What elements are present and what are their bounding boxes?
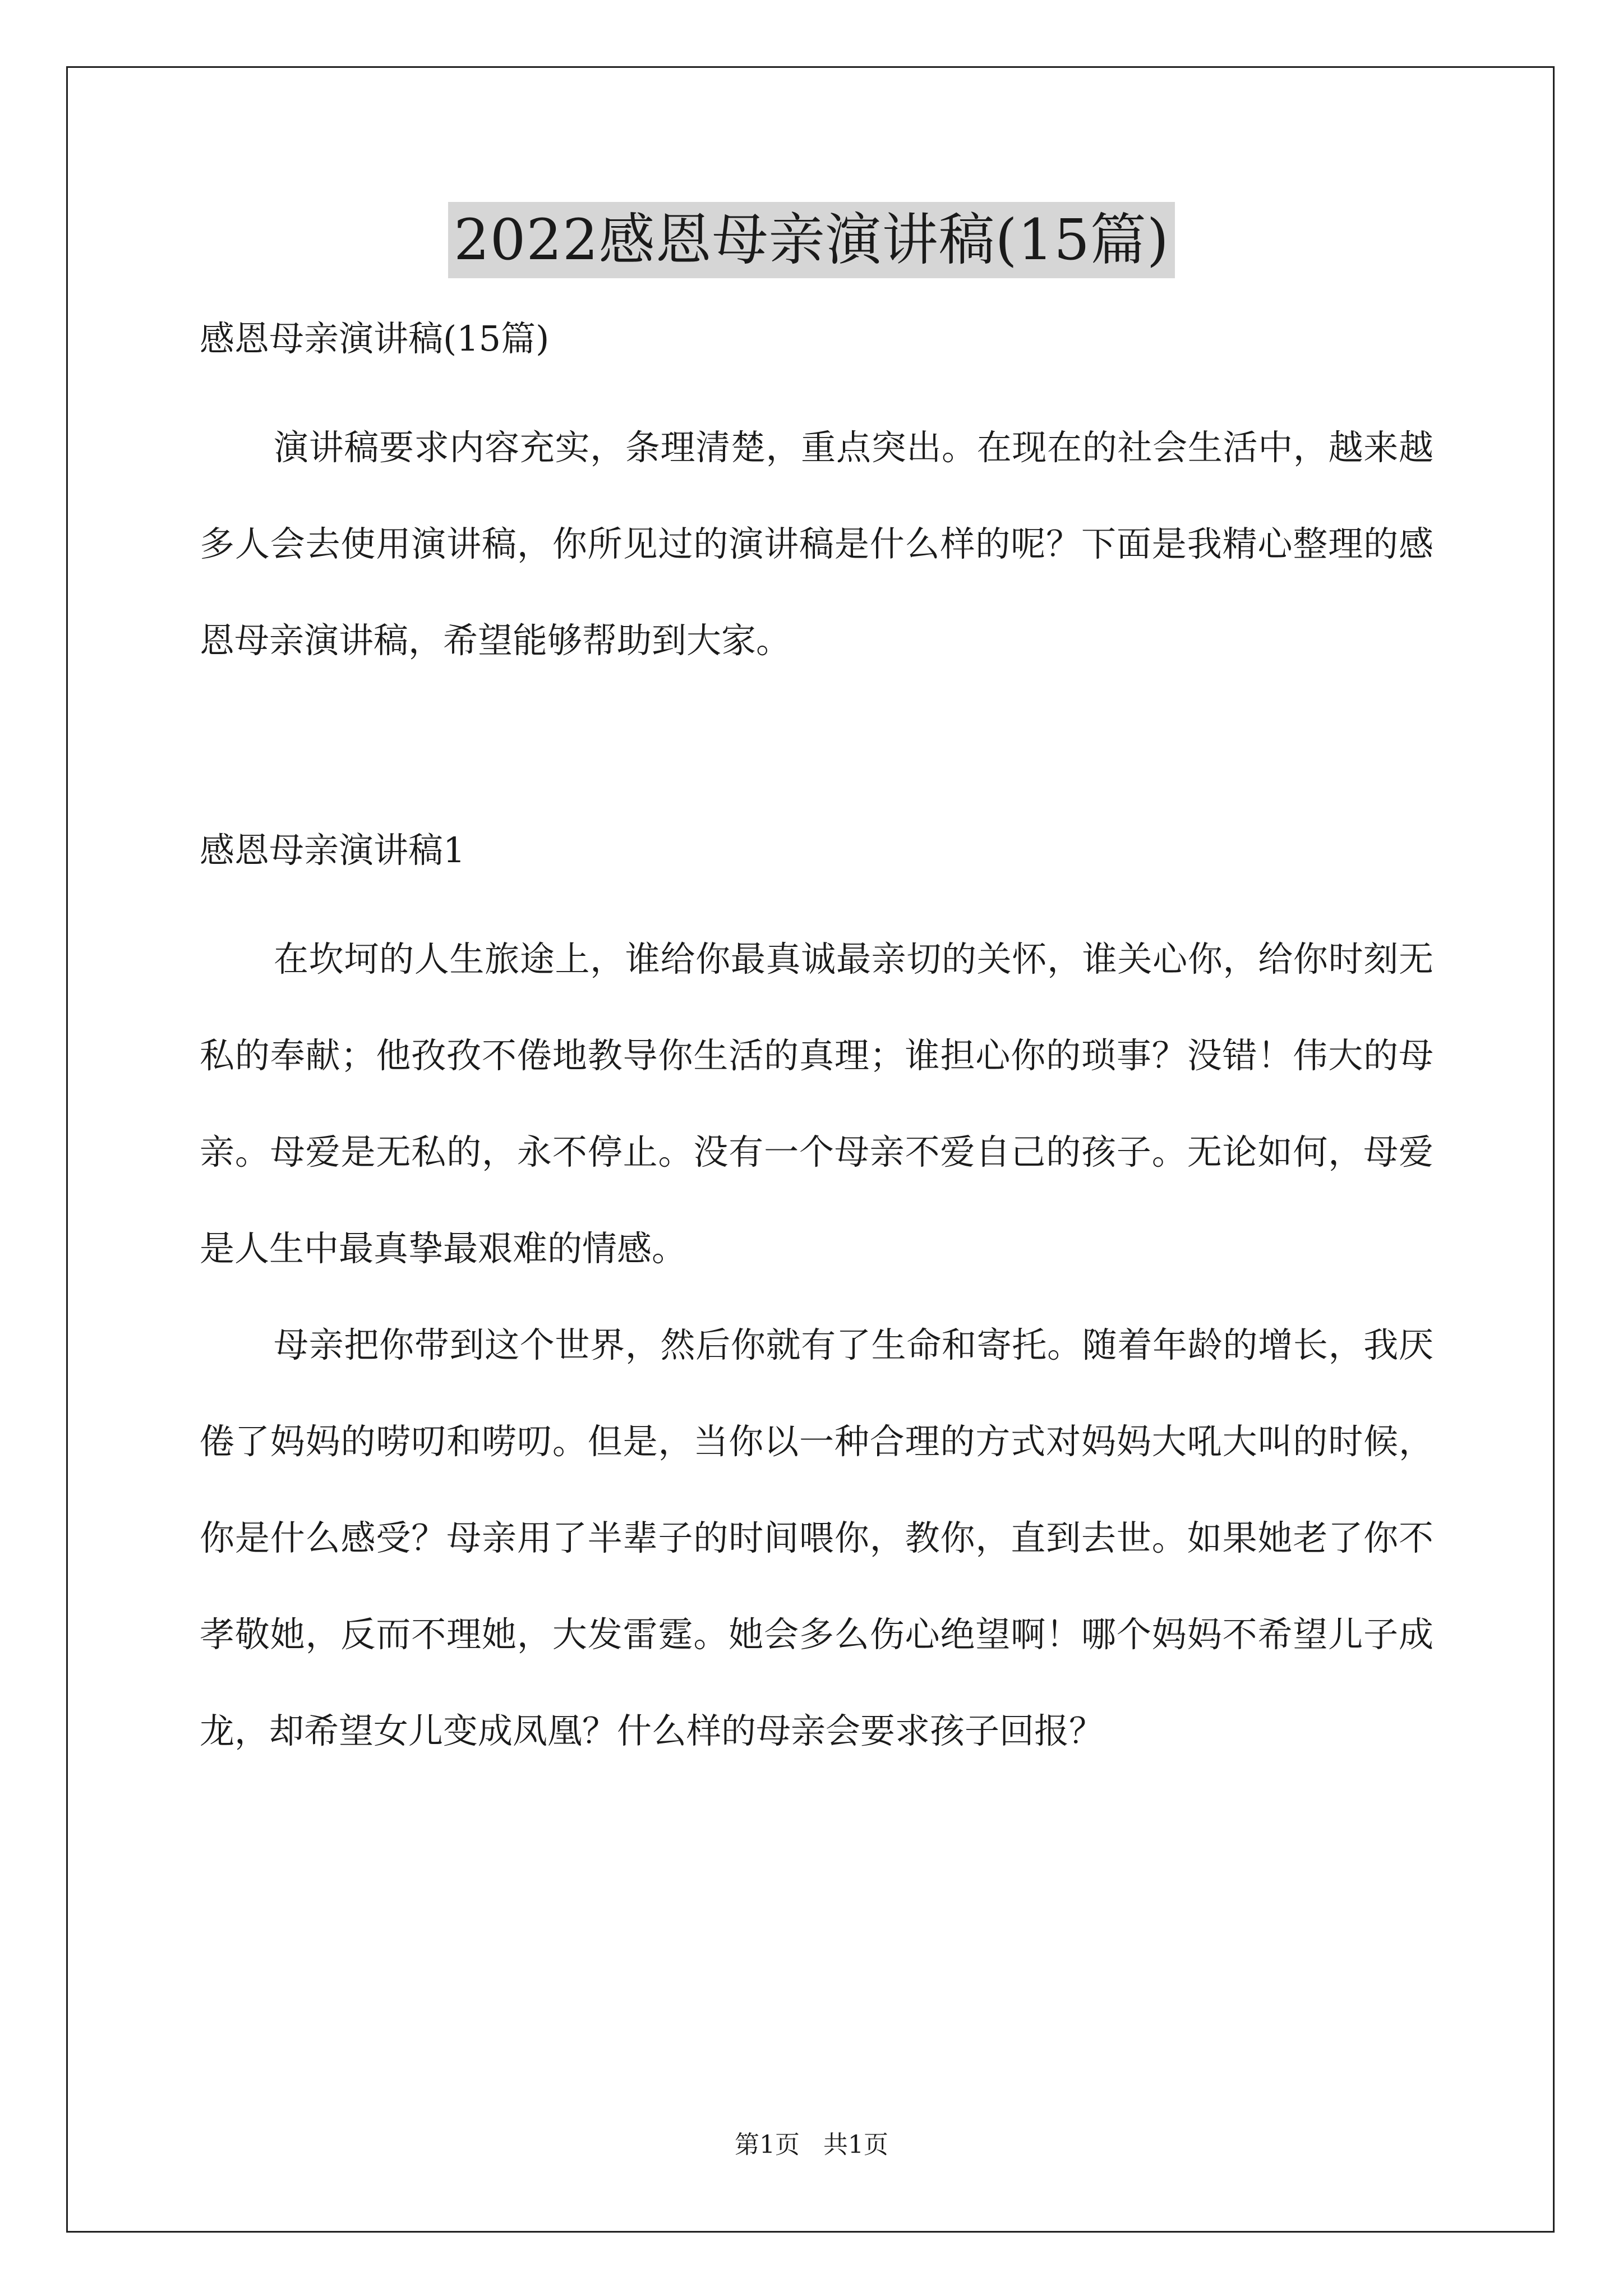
section-heading: 感恩母亲演讲稿1 [200, 830, 465, 871]
document-subtitle: 感恩母亲演讲稿(15篇) [200, 318, 550, 359]
title-container [0, 202, 1623, 278]
section-paragraph-2: 母亲把你带到这个世界，然后你就有了生命和寄托。随着年龄的增长，我厌倦了妈妈的唠叨和唠叨。但是，当你以一种合理的方式对妈妈大吼大叫的时候，你是什么感受？母亲用了半辈子的时间喂你，教你，直到去世。如果她老了你不孝敬她，反而不理她，大发雷霆。她会多么伤心绝望啊！哪个妈妈不希望儿子成龙，却希望女儿变成凤凰？什么样的母亲会要求孩子回报？ [200, 1324, 1433, 1751]
intro-paragraph: 演讲稿要求内容充实，条理清楚，重点突出。在现在的社会生活中，越来越多人会去使用演讲稿，你所见过的演讲稿是什么样的呢？下面是我精心整理的感恩母亲演讲稿，希望能够帮助到大家。 [200, 427, 1433, 661]
document-title: 2022感恩母亲演讲稿(15篇) [448, 202, 1175, 278]
document-body [200, 312, 1433, 1779]
page-footer: 第1页 共1页 [735, 2131, 888, 2159]
section-paragraph-1: 在坎坷的人生旅途上，谁给你最真诚最亲切的关怀，谁关心你，给你时刻无私的奉献；他孜孜不倦地教导你生活的真理；谁担心你的琐事？没错！伟大的母亲。母爱是无私的，永不停止。没有一个母亲不爱自己的孩子。无论如何，母爱是人生中最真挚最艰难的情感。 [200, 938, 1433, 1269]
